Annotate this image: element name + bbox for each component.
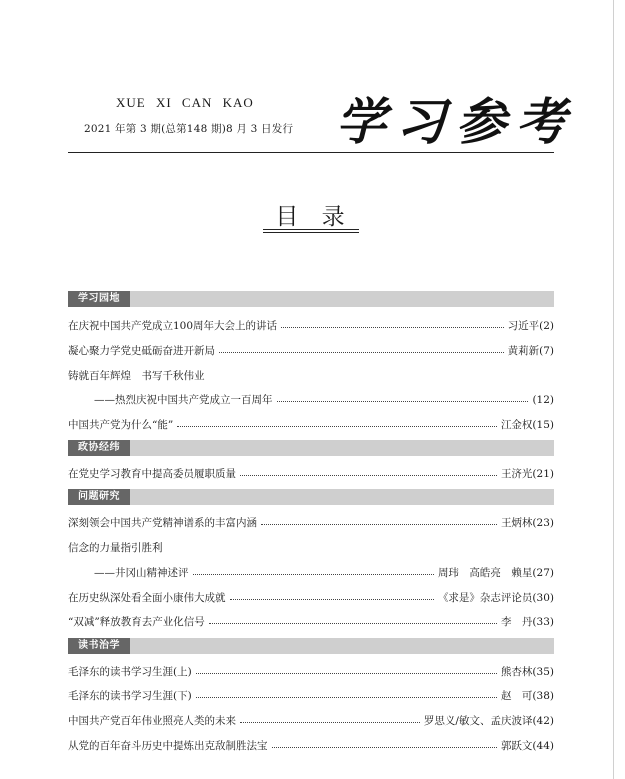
section-label: 政协经纬 xyxy=(68,440,130,456)
section-label: 读书治学 xyxy=(68,638,130,654)
section-bar xyxy=(68,489,554,505)
entry-author-page: 周玮 高皓亮 赖星(27) xyxy=(437,567,554,579)
toc-entry[interactable] xyxy=(68,687,554,703)
toc-entry[interactable] xyxy=(68,712,554,728)
dot-leader xyxy=(193,574,434,575)
toc-entry[interactable] xyxy=(68,465,554,481)
entry-title: 毛泽东的读书学习生涯(下) xyxy=(68,690,192,702)
entry-title: “双减”释放教育去产业化信号 xyxy=(68,616,205,628)
entry-author-page: 王济光(21) xyxy=(500,468,554,480)
section-bar xyxy=(68,638,554,654)
entry-title: ——井冈山精神述评 xyxy=(94,567,189,579)
toc-title-rule xyxy=(263,229,359,230)
section-label: 问题研究 xyxy=(68,489,130,505)
dot-leader xyxy=(261,524,497,525)
entry-author-page: 罗思义/敏文、孟庆波译(42) xyxy=(423,715,554,727)
entry-author-page: 江金权(15) xyxy=(500,419,554,431)
entry-author-page: 《求是》杂志评论员(30) xyxy=(437,592,554,604)
header-rule xyxy=(68,152,554,153)
entry-title: 在党史学习教育中提高委员履职质量 xyxy=(68,468,236,480)
journal-logo: 学习参考 xyxy=(336,92,576,151)
dot-leader xyxy=(209,623,497,624)
entry-author-page: 赵 可(38) xyxy=(500,690,554,702)
entry-title: 信念的力量指引胜利 xyxy=(68,542,163,554)
entry-title: 铸就百年辉煌 书写千秋伟业 xyxy=(68,370,205,382)
toc-entry[interactable] xyxy=(68,342,554,358)
dot-leader xyxy=(281,327,504,328)
dot-leader xyxy=(196,673,497,674)
toc-entry[interactable] xyxy=(68,663,554,679)
toc-entry[interactable] xyxy=(68,317,554,333)
entry-title: 中国共产党为什么“能” xyxy=(68,419,174,431)
dot-leader xyxy=(240,722,420,723)
toc-entry-subtitle[interactable] xyxy=(94,564,554,580)
section-bar xyxy=(68,291,554,307)
toc-entry[interactable] xyxy=(68,367,554,383)
section-bar xyxy=(68,440,554,456)
entry-title: 在历史纵深处看全面小康伟大成就 xyxy=(68,592,226,604)
entry-author-page: 习近平(2) xyxy=(507,320,554,332)
entry-title: 从党的百年奋斗历史中提炼出克敌制胜法宝 xyxy=(68,740,268,752)
journal-pinyin: XUE XI CAN KAO xyxy=(116,95,254,110)
toc-entry[interactable] xyxy=(68,589,554,605)
section-label: 学习园地 xyxy=(68,291,130,307)
entry-title: 中国共产党百年伟业照亮人类的未来 xyxy=(68,715,236,727)
toc-entry[interactable] xyxy=(68,416,554,432)
dot-leader xyxy=(196,697,497,698)
dot-leader xyxy=(219,352,504,353)
entry-author-page: 李 丹(33) xyxy=(500,616,554,628)
issue-info: 2021 年第 3 期(总第148 期)8 月 3 日发行 xyxy=(84,123,294,135)
entry-author-page: 黄莉新(7) xyxy=(507,345,554,357)
dot-leader xyxy=(277,401,529,402)
toc-entry-subtitle[interactable] xyxy=(94,391,554,407)
toc-entry[interactable] xyxy=(68,514,554,530)
toc-entry[interactable] xyxy=(68,613,554,629)
entry-author-page: (12) xyxy=(532,394,554,406)
dot-leader xyxy=(272,747,497,748)
entry-title: ——热烈庆祝中国共产党成立一百周年 xyxy=(94,394,273,406)
entry-author-page: 郭跃文(44) xyxy=(500,740,554,752)
toc-entry[interactable] xyxy=(68,539,554,555)
toc-title-rule xyxy=(263,232,359,233)
dot-leader xyxy=(177,426,497,427)
dot-leader xyxy=(230,599,434,600)
entry-title: 深刻领会中国共产党精神谱系的丰富内涵 xyxy=(68,517,257,529)
entry-author-page: 熊杏林(35) xyxy=(500,666,554,678)
entry-author-page: 王炳林(23) xyxy=(500,517,554,529)
entry-title: 凝心聚力学党史砥砺奋进开新局 xyxy=(68,345,215,357)
dot-leader xyxy=(240,475,497,476)
entry-title: 在庆祝中国共产党成立100周年大会上的讲话 xyxy=(68,320,278,332)
toc-entry[interactable] xyxy=(68,737,554,753)
entry-title: 毛泽东的读书学习生涯(上) xyxy=(68,666,192,678)
toc-title: 目 录 xyxy=(275,204,353,230)
